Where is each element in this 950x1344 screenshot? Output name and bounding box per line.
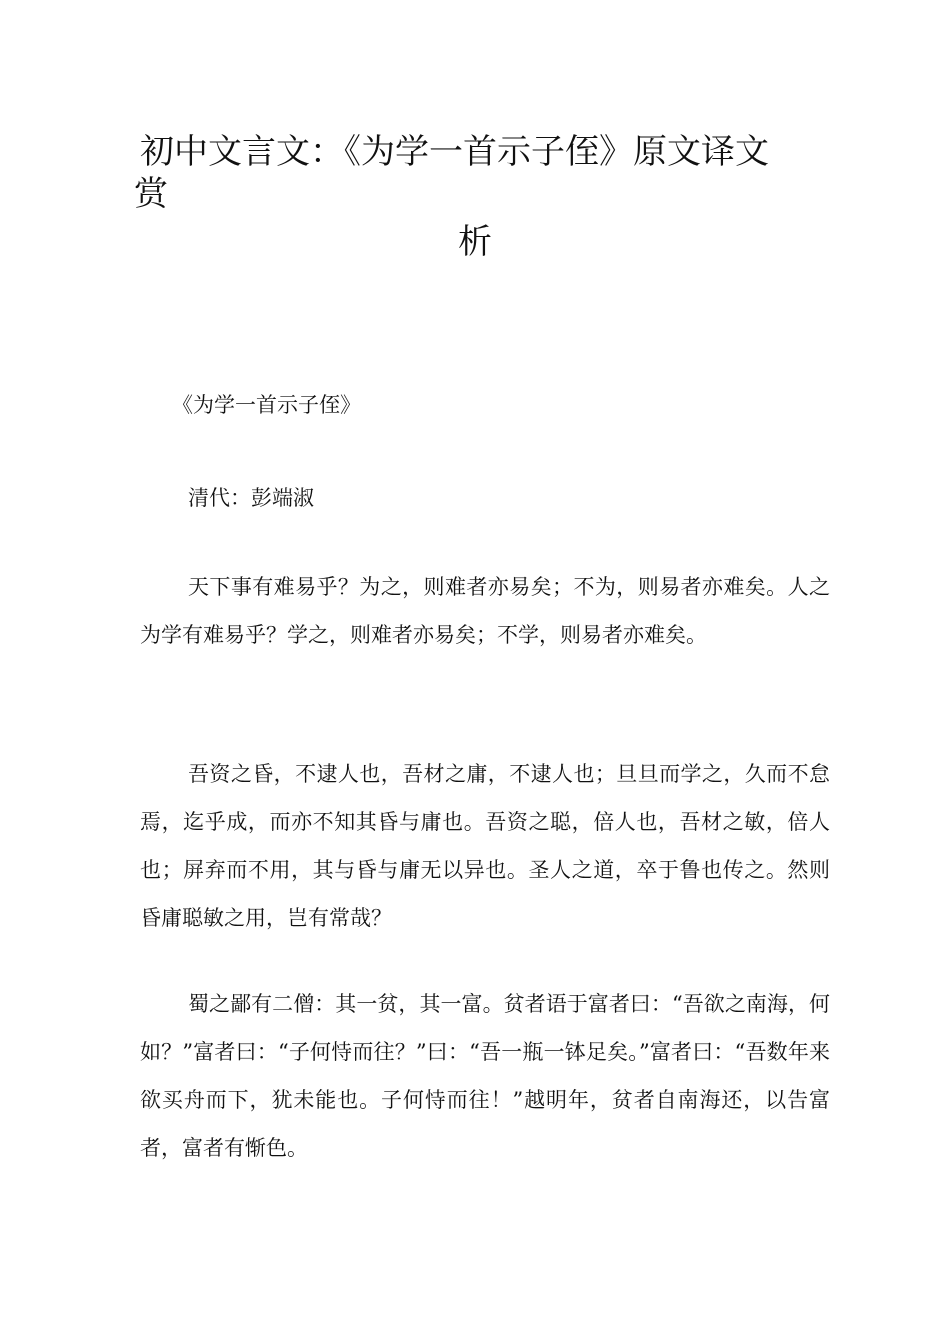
paragraph-3: 蜀之鄙有二僧：其一贫，其一富。贫者语于富者曰：“吾欲之南海，何如？”富者曰：“子何恃而往？”曰：“吾一瓶一钵足矣。”富者曰：“吾数年来欲买舟而下，犹未能也。子何恃而往！”越明年，贫者自南海还，以告富者，富者有惭色。 [140, 992, 830, 1160]
poem-author: 清代：彭端淑 [188, 486, 314, 510]
paragraph-2: 吾资之昏，不逮人也，吾材之庸，不逮人也；旦旦而学之，久而不怠焉，迄乎成，而亦不知其昏与庸也。吾资之聪，倍人也，吾材之敏，倍人也；屏弃而不用，其与昏与庸无以异也。圣人之道，卒于鲁也传之。然则昏庸聪敏之用，岂有常哉？ [140, 762, 830, 930]
paragraph-1: 天下事有难易乎？为之，则难者亦易矣；不为，则易者亦难矣。人之为学有难易乎？学之，则难者亦易矣；不学，则易者亦难矣。 [140, 575, 830, 647]
document-title-line-2: 赏 [134, 174, 168, 214]
document-title-line-3: 析 [458, 222, 492, 262]
document-title-line-1: 初中文言文：《为学一首示子侄》原文译文 [140, 132, 769, 172]
poem-title: 《为学一首示子侄》 [172, 393, 361, 417]
